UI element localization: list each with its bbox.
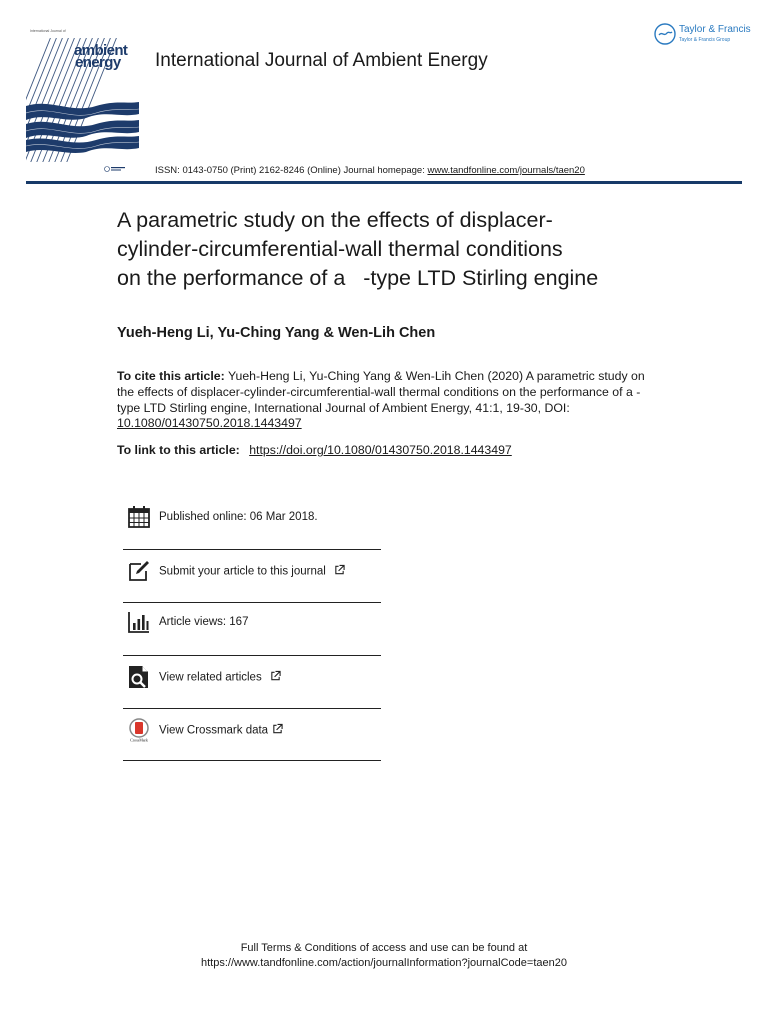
submit-article-label: Submit your article to this journal <box>159 565 326 578</box>
article-title-line1: A parametric study on the effects of displacer- <box>117 208 553 232</box>
article-title-line3: on the performance of a -type LTD Stirling engine <box>117 266 599 290</box>
external-link-icon <box>334 565 345 576</box>
publisher-logo-icon <box>654 22 678 46</box>
crossmark-label: View Crossmark data <box>159 724 269 737</box>
external-link-icon <box>272 724 283 735</box>
related-articles-label: View related articles <box>159 671 262 684</box>
bar-chart-icon <box>127 610 151 634</box>
submit-article-link[interactable] <box>159 565 345 578</box>
article-views-label: Article views: 167 <box>159 616 249 628</box>
header-divider <box>26 181 742 184</box>
cover-title-line2: energy <box>75 54 121 71</box>
article-link-line <box>117 443 512 457</box>
issn-text: ISSN: 0143-0750 (Print) 2162-8246 (Online) Journal homepage: <box>155 165 425 176</box>
publisher-name: Taylor & Francis <box>679 24 751 35</box>
edit-icon <box>127 559 151 583</box>
article-title <box>117 206 677 293</box>
related-articles-link[interactable] <box>159 671 281 684</box>
journal-title[interactable]: International Journal of Ambient Energy <box>155 50 488 71</box>
issn-line <box>155 165 585 176</box>
crossmark-icon <box>127 718 151 742</box>
journal-homepage-link[interactable]: www.tandfonline.com/journals/taen20 <box>427 165 585 176</box>
article-doi-link[interactable]: https://doi.org/10.1080/01430750.2018.1443497 <box>249 443 512 457</box>
footer-terms-url[interactable]: https://www.tandfonline.com/action/journalInformation?journalCode=taen20 <box>201 957 567 969</box>
cover-title-line1: ambient <box>74 42 128 59</box>
published-online-row <box>123 491 381 543</box>
submit-article-row[interactable] <box>123 545 381 597</box>
crossmark-link[interactable] <box>159 724 283 737</box>
crossmark-icon-caption: CrossMark <box>130 737 148 742</box>
cite-label: To cite this article: <box>117 369 225 383</box>
citation-block <box>117 369 652 432</box>
publisher-subtitle: Taylor & Francis Group <box>679 37 731 43</box>
cite-text: Yueh-Heng Li, Yu-Ching Yang & Wen-Lih Chen (2020) A parametric study on the effects of displacer-cylinder-circumferential-wall thermal conditions on the performance of a -type LTD Stirling engine, International Journal of Ambient Energy, 41:1, 19-30, DOI: <box>117 369 645 415</box>
crossmark-row[interactable] <box>123 704 381 756</box>
link-label: To link to this article: <box>117 443 240 457</box>
article-authors: Yueh-Heng Li, Yu-Ching Yang & Wen-Lih Chen <box>117 325 436 341</box>
related-articles-row[interactable] <box>123 651 381 703</box>
footer-terms-text: Full Terms & Conditions of access and use can be found at <box>240 942 528 954</box>
article-title-line2: cylinder-circumferential-wall thermal conditions <box>117 237 563 261</box>
published-online-label: Published online: 06 Mar 2018. <box>159 511 318 523</box>
cite-doi-link[interactable]: 10.1080/01430750.2018.1443497 <box>117 416 302 431</box>
divider <box>123 760 381 761</box>
calendar-icon <box>127 505 151 529</box>
external-link-icon <box>270 671 281 682</box>
article-views-row <box>123 596 381 648</box>
svg-text:International Journal of: International Journal of <box>30 29 66 33</box>
journal-cover-image <box>26 24 139 176</box>
search-document-icon <box>127 665 151 689</box>
footer <box>0 941 768 971</box>
